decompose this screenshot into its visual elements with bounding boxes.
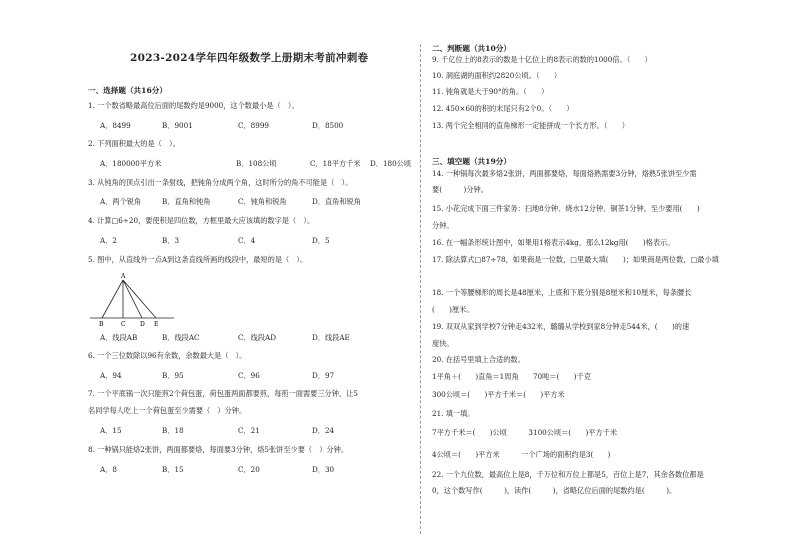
label-e: E	[154, 321, 159, 328]
option-d: D．24	[312, 426, 335, 435]
label-b: B	[99, 321, 104, 328]
option-c: C．4	[238, 236, 256, 245]
option-a: A．2	[100, 236, 117, 245]
option-c: C．钝角和锐角	[238, 197, 287, 206]
fill-21-row-2: 4公顷＝( )平方米 一个广场的面积约是3( )	[432, 450, 611, 459]
label-a: A	[121, 273, 126, 280]
option-d: D．直角和锐角	[312, 197, 361, 206]
fill-21: 21. 填一填。	[432, 409, 475, 418]
judge-11: 11. 钝角就是大于90°的角。（ ）	[432, 87, 549, 96]
option-a: A．线段AB	[100, 333, 138, 342]
question-7-line-1: 7. 一个平底锅一次只能煎2个荷包蛋，荷包蛋两面都要煎，每煎一面需要三分钟，让5	[88, 389, 358, 398]
option-d: D．180公顷	[370, 159, 412, 168]
option-a: A．8	[100, 465, 117, 474]
fill-15-line-2: 分钟。	[432, 221, 454, 230]
fill-14-line-2: 要( )分钟。	[432, 185, 488, 194]
judge-13: 13. 两个完全相同的直角梯形一定能拼成一个长方形。（ ）	[432, 121, 629, 130]
fill-20-row-2: 300公顷＝( )平方千米＝( )平方米	[432, 390, 565, 399]
perpendicular-figure	[86, 270, 176, 330]
judge-12: 12. 450×60的积的末尾只有2个0。（ ）	[432, 104, 574, 113]
option-d: D．97	[312, 371, 335, 380]
option-b: B．线段AC	[162, 333, 200, 342]
label-c: C	[121, 321, 126, 328]
question-8: 8. 一种锅只能烙2张饼，两面都要烙，每面要3分钟，烙5张饼至少要（ ）分钟。	[88, 445, 349, 454]
option-c: C．8999	[238, 121, 269, 130]
option-b: B．15	[162, 465, 184, 474]
fill-19-line-2: 度快。	[432, 339, 454, 348]
option-c: C．线段AD	[238, 333, 277, 342]
segment-ab	[102, 280, 123, 318]
question-2: 2. 下列面积最大的是（ ）。	[88, 139, 180, 148]
exam-title: 2023-2024学年四年级数学上册期末考前冲刺卷	[130, 52, 369, 64]
option-a: A．8499	[100, 121, 131, 130]
fill-21-row-1: 7平方千米＝( )公顷 3100公顷＝( )平方千米	[432, 428, 618, 437]
question-3: 3. 从钝角的顶点引出一条射线，把钝角分成两个角，这时所分的角不可能是（ ）。	[88, 178, 353, 187]
question-5: 5. 图中，从直线外一点A到这条直线所画的线段中，最短的是（ ）。	[88, 255, 308, 264]
fill-19-line-1: 19. 双双从家到学校7分钟走432米，璐璐从学校到家8分钟走544米，( )的速	[432, 322, 690, 331]
judge-10: 10. 洞庭湖的面积约2820公顷。（ ）	[432, 71, 562, 80]
option-c: C．96	[238, 371, 260, 380]
option-b: B．9001	[162, 121, 193, 130]
fill-17: 17. 除法算式□87÷78，如果商是一位数，□里最大填( )；如果商是两位数，□最小填	[432, 255, 719, 264]
option-d: D．5	[312, 236, 330, 245]
option-c: C．18平方千米	[310, 159, 361, 168]
fill-20: 20. 在括号里填上合适的数。	[432, 355, 525, 364]
question-7-line-2: 名同学每人吃上一个荷包蛋至少需要（ ）分钟。	[88, 406, 247, 415]
fill-14-line-1: 14. 一种锅每次最多烙2张饼，两面都要烙，每面烙熟需要3分钟，烙熟5张饼至少需	[432, 169, 697, 178]
question-6: 6. 一个三位数除以96有余数，余数最大是（ ）。	[88, 351, 247, 360]
option-a: A．两个锐角	[100, 197, 142, 206]
fill-18-line-1: 18. 一个等腰梯形的周长是48厘米，上底和下底分别是8厘米和10厘米，每条腰长	[432, 288, 692, 297]
option-b: B．95	[162, 371, 184, 380]
option-d: D．8500	[312, 121, 344, 130]
fill-18-line-2: ( )厘米。	[432, 305, 474, 314]
option-c: C．20	[238, 465, 260, 474]
option-a: A．180000平方米	[100, 159, 162, 168]
question-4: 4. 计算□6÷20，要使积是四位数，方框里最大应该填的数字是（ ）。	[88, 216, 315, 225]
fill-22-line-1: 22. 一个九位数，最高位上是8，千万位和万位上都是5，百位上是7，其余各数位都是	[432, 470, 704, 479]
fill-20-row-1: 1平角＋( )直角＝1周角 70吨＝( )千克	[432, 372, 591, 381]
question-1: 1. 一个数省略最高位后面的尾数约是9000，这个数最小是（ ）。	[88, 101, 299, 110]
judge-9: 9. 千亿位上的8表示的数是十亿位上的8表示的数的1000倍。（ ）	[432, 55, 652, 64]
section-judge-heading: 二、判断题（共10分）	[432, 44, 511, 53]
option-b: B．3	[162, 236, 180, 245]
option-b: B．108公顷	[236, 159, 277, 168]
label-d: D	[140, 321, 145, 328]
option-c: C．21	[238, 426, 260, 435]
fill-22-line-2: 0，这个数写作( )，读作( )，省略亿位后面的尾数约是( )。	[432, 486, 677, 495]
option-d: D．线段AE	[312, 333, 350, 342]
option-a: A．94	[100, 371, 122, 380]
option-b: B．直角和钝角	[162, 197, 211, 206]
column-divider	[420, 44, 421, 534]
fill-15-line-1: 15. 小花完成下面三件家务：扫地8分钟、烧水12分钟、铜茶1分钟。至少要用( )	[432, 204, 700, 213]
fill-16: 16. 在一幅条形统计图中，如果用1格表示4kg，那么12kg用( )格表示。	[432, 238, 675, 247]
section-choice-heading: 一、选择题（共16分）	[88, 86, 167, 95]
option-d: D．30	[312, 465, 335, 474]
option-a: A．15	[100, 426, 122, 435]
section-fill-heading: 三、填空题（共19分）	[432, 157, 511, 166]
option-b: B．18	[162, 426, 184, 435]
